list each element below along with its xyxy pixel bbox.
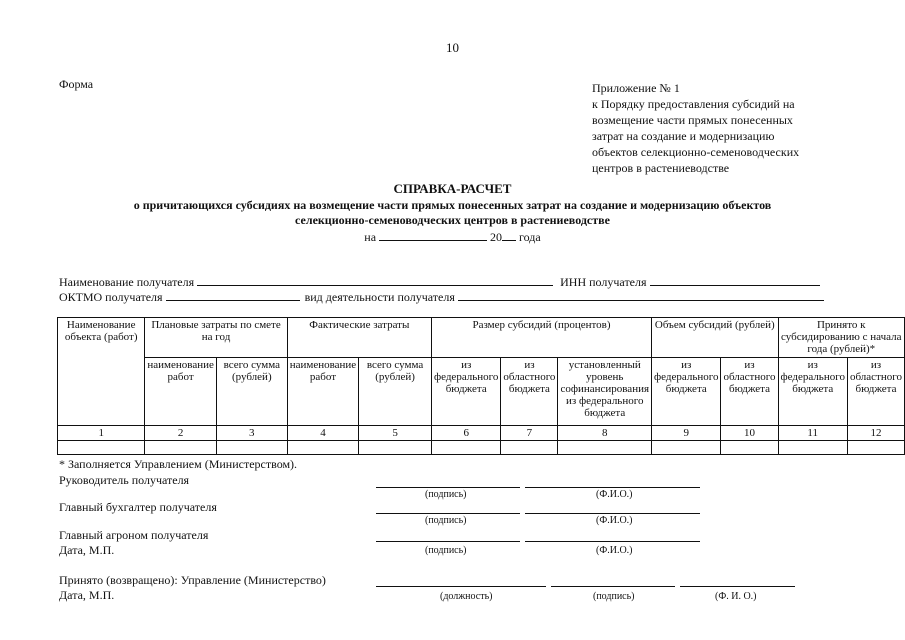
date-mp-label: Дата, М.П. (59, 543, 115, 557)
oktmo-row (59, 289, 824, 305)
year-prefix: 20 (490, 230, 503, 244)
subheader-cell: всего сумма (рублей) (359, 358, 432, 426)
table-subheader-row (58, 358, 905, 426)
inn-blank (650, 274, 820, 286)
accepted-label: Принято (возвращено): Управление (Министерство) (59, 573, 326, 587)
oktmo-blank (166, 289, 300, 301)
table-cell[interactable] (501, 441, 558, 455)
subheader-cell: из федерального бюджета (431, 358, 500, 426)
year-blank (502, 229, 516, 241)
column-number: 11 (778, 426, 847, 441)
signature-line (376, 541, 520, 542)
caption-signature: (подпись) (593, 591, 635, 602)
recipient-row (59, 274, 820, 290)
table-row (58, 441, 905, 455)
table-cell[interactable] (145, 441, 216, 455)
subheader-cell: из областного бюджета (721, 358, 778, 426)
header-subsidy-volume: Объем субсидий (рублей) (652, 318, 778, 358)
caption-signature: (подпись) (425, 515, 467, 526)
subheader-cell: установленный уровень софинансирования из федерального бюджета (558, 358, 652, 426)
table-cell[interactable] (216, 441, 287, 455)
header-object-name: Наименование объекта (работ) (58, 318, 145, 426)
subheader-cell: наименование работ (145, 358, 216, 426)
date-mp-label-2: Дата, М.П. (59, 588, 115, 602)
date-blank (379, 229, 487, 241)
table-number-row (58, 426, 905, 441)
agronomist-label: Главный агроном получателя (59, 528, 209, 542)
header-subsidy-rate: Размер субсидий (процентов) (431, 318, 651, 358)
caption-signature: (подпись) (425, 545, 467, 556)
fio-line (525, 487, 700, 488)
fio-line (525, 541, 700, 542)
subtitle-line: о причитающихся субсидиях на возмещение части прямых понесенных затрат на создание и модернизацию объектов (133, 198, 772, 212)
inn-label: ИНН получателя (560, 275, 647, 289)
table-cell[interactable] (58, 441, 145, 455)
activity-label: вид деятельности получателя (304, 290, 455, 304)
appendix-line: центров в растениеводстве (592, 161, 730, 175)
caption-signature: (подпись) (425, 489, 467, 500)
signature-line (551, 586, 675, 587)
form-label: Форма (59, 77, 94, 91)
document-title: СПРАВКА-РАСЧЕТ (393, 181, 512, 196)
table-cell[interactable] (359, 441, 432, 455)
appendix-line: к Порядку предоставления субсидий на (592, 97, 795, 111)
header-accepted: Принято к субсидированию с начала года (рублей)* (778, 318, 905, 358)
signature-line (376, 487, 520, 488)
subheader-cell: из федерального бюджета (652, 358, 721, 426)
appendix-line: Приложение № 1 (592, 81, 680, 95)
column-number: 10 (721, 426, 778, 441)
header-actual-costs: Фактические затраты (287, 318, 431, 358)
page-number: 10 (446, 40, 459, 55)
table-cell[interactable] (287, 441, 358, 455)
column-number: 8 (558, 426, 652, 441)
column-number: 12 (847, 426, 904, 441)
appendix-line: затрат на создание и модернизацию (592, 129, 775, 143)
table-cell[interactable] (431, 441, 500, 455)
accountant-label: Главный бухгалтер получателя (59, 500, 217, 514)
subheader-cell: из областного бюджета (501, 358, 558, 426)
column-number: 5 (359, 426, 432, 441)
column-number: 9 (652, 426, 721, 441)
date-prefix: на (364, 230, 377, 244)
column-number: 1 (58, 426, 145, 441)
column-number: 2 (145, 426, 216, 441)
table-cell[interactable] (558, 441, 652, 455)
oktmo-label: ОКТМО получателя (59, 290, 163, 304)
fio-line (525, 513, 700, 514)
recipient-name-label: Наименование получателя (59, 275, 195, 289)
column-number: 4 (287, 426, 358, 441)
caption-fio: (Ф.И.О.) (596, 545, 633, 556)
document-subtitle (60, 198, 845, 228)
column-number: 6 (431, 426, 500, 441)
subheader-cell: из областного бюджета (847, 358, 904, 426)
position-line (376, 586, 546, 587)
table-header-row (58, 318, 905, 358)
year-suffix: года (519, 230, 541, 244)
column-number: 7 (501, 426, 558, 441)
date-line (0, 229, 905, 245)
appendix-block (592, 80, 832, 176)
fio-line (680, 586, 795, 587)
activity-blank (458, 289, 824, 301)
table-cell[interactable] (847, 441, 904, 455)
subheader-cell: из федерального бюджета (778, 358, 847, 426)
subheader-cell: наименование работ (287, 358, 358, 426)
caption-fio: (Ф.И.О.) (596, 489, 633, 500)
head-label: Руководитель получателя (59, 473, 190, 487)
appendix-line: объектов селекционно-семеноводческих (592, 145, 800, 159)
subheader-cell: всего сумма (рублей) (216, 358, 287, 426)
subsidy-table (57, 317, 905, 455)
caption-position: (должность) (440, 591, 493, 602)
footnote: * Заполняется Управлением (Министерством). (59, 457, 298, 471)
table-cell[interactable] (778, 441, 847, 455)
header-planned-costs: Плановые затраты по смете на год (145, 318, 287, 358)
table-cell[interactable] (721, 441, 778, 455)
caption-fio: (Ф.И.О.) (596, 515, 633, 526)
subtitle-line: селекционно-семеноводческих центров в растениеводстве (295, 213, 610, 227)
table-cell[interactable] (652, 441, 721, 455)
recipient-name-blank (197, 274, 553, 286)
caption-fio-spaced: (Ф. И. О.) (715, 591, 757, 602)
appendix-line: возмещение части прямых понесенных (592, 113, 793, 127)
signature-line (376, 513, 520, 514)
column-number: 3 (216, 426, 287, 441)
